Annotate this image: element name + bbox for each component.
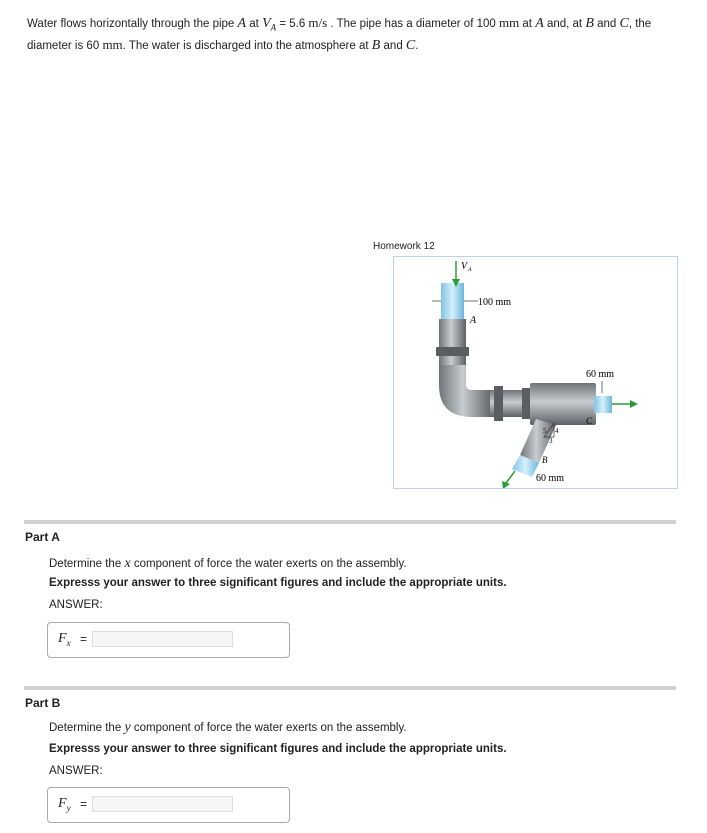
- slope-3: 3: [549, 437, 553, 445]
- elbow: [439, 365, 492, 417]
- slope-4: 4: [555, 427, 559, 435]
- vertical-pipe: [439, 319, 466, 367]
- va-label: V: [461, 261, 468, 272]
- fx-answer-input[interactable]: [92, 631, 233, 647]
- dim-60mm-top: 60 mm: [586, 369, 615, 380]
- problem-statement: Water flows horizontally through the pipe A at $V_A = 5.6$ m/s . The pipe has a diameter of 100 mm at A and, at B and C, the diameter is 60 mm. The water is discharged into the atmosphere at B and C.: [27, 15, 652, 54]
- inlet-water: [441, 283, 464, 323]
- pipe-diagram: [394, 257, 677, 488]
- point-a-label: A: [470, 315, 477, 326]
- flange-horizontal-2: [522, 388, 530, 419]
- part-a-divider: [24, 520, 676, 524]
- part-a-answer-label: ANSWER:: [49, 599, 103, 611]
- part-b-field-label: $F_y$: [58, 796, 71, 813]
- flange-vertical: [436, 347, 469, 356]
- point-b-label: B: [542, 455, 548, 465]
- part-b-equals: =: [80, 797, 88, 811]
- slope-5: 5: [543, 427, 547, 435]
- outlet-b-arrow: [506, 471, 515, 483]
- part-a-equals: =: [80, 632, 88, 646]
- figure-title: Homework 12: [373, 241, 435, 252]
- part-b-answer-label: ANSWER:: [49, 765, 103, 777]
- point-c-label: C: [586, 416, 593, 426]
- outlet-c-arrowhead: [630, 400, 638, 408]
- part-a-question: Determine the x component of force the water exerts on the assembly.: [49, 556, 407, 571]
- pipe-assembly-figure: [393, 256, 678, 489]
- part-b-divider: [24, 686, 676, 690]
- part-a-answer-box: [47, 622, 290, 658]
- outlet-c-water: [594, 396, 612, 413]
- va-sub-label: A: [468, 267, 472, 273]
- part-a-instruction: Expresss your answer to three significant figures and include the appropriate units.: [49, 577, 507, 589]
- part-b-title: Part B: [25, 696, 61, 710]
- fy-answer-input[interactable]: [92, 796, 233, 812]
- part-a-title: Part A: [25, 530, 60, 544]
- dim-60mm-bottom: 60 mm: [536, 473, 565, 484]
- part-b-question: Determine the y component of force the water exerts on the assembly.: [49, 720, 407, 735]
- part-b-answer-box: [47, 787, 290, 823]
- flange-horizontal: [494, 386, 503, 421]
- part-a-field-label: $F_x$: [58, 631, 71, 648]
- part-b-instruction: Expresss your answer to three significant figures and include the appropriate units.: [49, 743, 507, 755]
- dim-100mm: 100 mm: [478, 297, 512, 308]
